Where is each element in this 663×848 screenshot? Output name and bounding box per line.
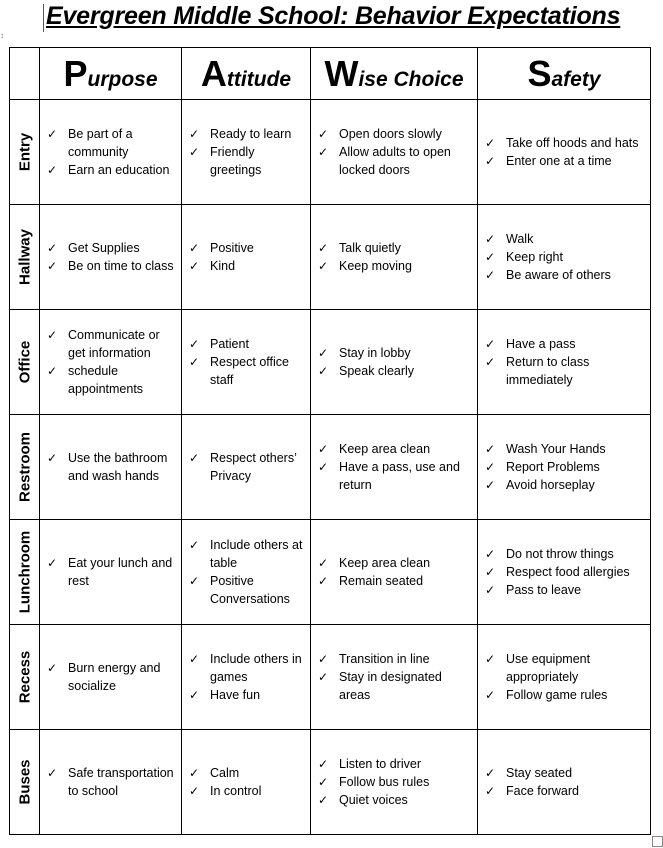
checklist-item: ✓ Be on time to class — [47, 257, 175, 275]
cell-buses-attitude — [182, 730, 311, 835]
checklist-item: ✓ Wash Your Hands — [485, 440, 644, 458]
checklist-item: ✓ Stay in lobby — [318, 344, 471, 362]
checklist-item: ✓ schedule appointments — [47, 362, 175, 398]
checklist-item: ✓ Keep moving — [318, 257, 471, 275]
checklist-item: ✓ Remain seated — [318, 572, 471, 590]
checklist — [311, 125, 477, 179]
checklist — [40, 764, 181, 800]
checklist-item: ✓ Eat your lunch and rest — [47, 554, 175, 590]
checklist-item: ✓ Be aware of others — [485, 266, 644, 284]
checklist-item: ✓ Use equipment appropriately — [485, 650, 644, 686]
row-label: Restroom — [16, 431, 33, 503]
checklist — [478, 134, 650, 170]
checklist — [40, 659, 181, 695]
cell-office-attitude — [182, 310, 311, 415]
checklist — [478, 335, 650, 389]
checklist-item: ✓ Listen to driver — [318, 755, 471, 773]
row-label: Lunchroom — [16, 530, 33, 614]
checklist-item: ✓ Patient — [189, 335, 304, 353]
checklist-item: ✓ Stay seated — [485, 764, 644, 782]
checklist-item: ✓ Safe transportation to school — [47, 764, 175, 800]
checklist-item: ✓ Use the bathroom and wash hands — [47, 449, 175, 485]
checklist-item: ✓ Keep right — [485, 248, 644, 266]
cell-hallway-safety — [478, 205, 651, 310]
checklist-item: ✓ Walk — [485, 230, 644, 248]
checklist-item: ✓ Stay in designated areas — [318, 668, 471, 704]
row-label: Buses — [16, 759, 33, 805]
checklist — [478, 764, 650, 800]
cell-buses-wise-choice — [311, 730, 478, 835]
checklist-item: ✓ Avoid horseplay — [485, 476, 644, 494]
checklist-item: ✓ Include others in games — [189, 650, 304, 686]
cell-buses-purpose — [40, 730, 182, 835]
checklist — [182, 125, 310, 179]
cell-entry-attitude — [182, 100, 311, 205]
cell-entry-purpose — [40, 100, 182, 205]
checklist — [182, 536, 310, 608]
checklist — [478, 230, 650, 284]
checklist-item: ✓ Transition in line — [318, 650, 471, 668]
checklist-item: ✓ Open doors slowly — [318, 125, 471, 143]
cell-recess-wise-choice — [311, 625, 478, 730]
row-label-cell — [10, 205, 40, 310]
row-label-cell — [10, 625, 40, 730]
cell-recess-purpose — [40, 625, 182, 730]
checklist-item: ✓ Enter one at a time — [485, 152, 644, 170]
checklist — [182, 650, 310, 704]
checklist — [40, 326, 181, 398]
checklist-item: ✓ Allow adults to open locked doors — [318, 143, 471, 179]
checklist-item: ✓ Friendly greetings — [189, 143, 304, 179]
checklist-item: ✓ Get Supplies — [47, 239, 175, 257]
checklist — [40, 125, 181, 179]
checklist-item: ✓ Report Problems — [485, 458, 644, 476]
checklist-item: ✓ Calm — [189, 764, 304, 782]
checklist-item: ✓ Follow bus rules — [318, 773, 471, 791]
table-move-handle-icon[interactable]: ↕ — [0, 31, 4, 40]
checklist — [311, 755, 477, 809]
table-row-recess — [10, 625, 651, 730]
checklist-item: ✓ Earn an education — [47, 161, 175, 179]
row-label-cell — [10, 100, 40, 205]
cell-hallway-wise-choice — [311, 205, 478, 310]
table-row-buses — [10, 730, 651, 835]
checklist-item: ✓ Kind — [189, 257, 304, 275]
checklist-item: ✓ Be part of a community — [47, 125, 175, 161]
checklist — [182, 239, 310, 275]
checklist-item: ✓ Speak clearly — [318, 362, 471, 380]
checklist-item: ✓ Quiet voices — [318, 791, 471, 809]
checklist-item: ✓ In control — [189, 782, 304, 800]
cell-restroom-wise-choice — [311, 415, 478, 520]
text-cursor — [43, 4, 44, 32]
column-header-wise-choice: Wise Choice — [311, 48, 478, 100]
row-label: Office — [16, 340, 33, 384]
table-row-office — [10, 310, 651, 415]
checklist — [311, 554, 477, 590]
checklist-item: ✓ Keep area clean — [318, 554, 471, 572]
table-row-lunchroom — [10, 520, 651, 625]
checklist — [311, 344, 477, 380]
row-label: Recess — [16, 650, 33, 704]
checklist-item: ✓ Have fun — [189, 686, 304, 704]
cell-entry-safety — [478, 100, 651, 205]
checklist-item: ✓ Return to class immediately — [485, 353, 644, 389]
row-label: Hallway — [16, 229, 33, 285]
cell-office-safety — [478, 310, 651, 415]
checklist-item: ✓ Do not throw things — [485, 545, 644, 563]
table-row-restroom — [10, 415, 651, 520]
cell-lunchroom-safety — [478, 520, 651, 625]
checklist — [311, 650, 477, 704]
checklist-item: ✓ Respect office staff — [189, 353, 304, 389]
checklist-item: ✓ Talk quietly — [318, 239, 471, 257]
header-row — [10, 48, 651, 100]
table-row-hallway — [10, 205, 651, 310]
table-resize-handle[interactable] — [652, 836, 663, 847]
row-label-cell — [10, 730, 40, 835]
checklist-item: ✓ Positive Conversations — [189, 572, 304, 608]
checklist-item: ✓ Communicate or get information — [47, 326, 175, 362]
cell-buses-safety — [478, 730, 651, 835]
checklist — [182, 764, 310, 800]
row-label-cell — [10, 520, 40, 625]
corner-cell — [10, 48, 40, 100]
checklist-item: ✓ Face forward — [485, 782, 644, 800]
checklist-item: ✓ Positive — [189, 239, 304, 257]
checklist-item: ✓ Have a pass, use and return — [318, 458, 471, 494]
checklist — [40, 449, 181, 485]
checklist-item: ✓ Take off hoods and hats — [485, 134, 644, 152]
row-label: Entry — [16, 132, 33, 172]
cell-recess-attitude — [182, 625, 311, 730]
cell-recess-safety — [478, 625, 651, 730]
row-label-cell — [10, 415, 40, 520]
checklist — [311, 440, 477, 494]
checklist — [182, 335, 310, 389]
checklist-item: ✓ Ready to learn — [189, 125, 304, 143]
checklist-item: ✓ Respect others’ Privacy — [189, 449, 304, 485]
table-row-entry — [10, 100, 651, 205]
cell-hallway-attitude — [182, 205, 311, 310]
checklist-item: ✓ Pass to leave — [485, 581, 644, 599]
checklist-item: ✓ Include others at table — [189, 536, 304, 572]
column-header-safety: Safety — [478, 48, 651, 100]
cell-entry-wise-choice — [311, 100, 478, 205]
cell-restroom-purpose — [40, 415, 182, 520]
checklist — [182, 449, 310, 485]
checklist-item: ✓ Respect food allergies — [485, 563, 644, 581]
cell-restroom-safety — [478, 415, 651, 520]
checklist-item: ✓ Keep area clean — [318, 440, 471, 458]
checklist — [311, 239, 477, 275]
column-header-purpose: Purpose — [40, 48, 182, 100]
cell-restroom-attitude — [182, 415, 311, 520]
cell-lunchroom-attitude — [182, 520, 311, 625]
cell-lunchroom-purpose — [40, 520, 182, 625]
checklist-item: ✓ Burn energy and socialize — [47, 659, 175, 695]
cell-hallway-purpose — [40, 205, 182, 310]
checklist-item: ✓ Follow game rules — [485, 686, 644, 704]
checklist — [40, 239, 181, 275]
column-header-attitude: Attitude — [182, 48, 311, 100]
page-title: Evergreen Middle School: Behavior Expectations — [46, 2, 621, 30]
checklist — [478, 440, 650, 494]
checklist — [478, 650, 650, 704]
cell-office-wise-choice — [311, 310, 478, 415]
row-label-cell — [10, 310, 40, 415]
behavior-matrix-table — [9, 47, 651, 835]
cell-lunchroom-wise-choice — [311, 520, 478, 625]
checklist — [478, 545, 650, 599]
checklist-item: ✓ Have a pass — [485, 335, 644, 353]
checklist — [40, 554, 181, 590]
cell-office-purpose — [40, 310, 182, 415]
